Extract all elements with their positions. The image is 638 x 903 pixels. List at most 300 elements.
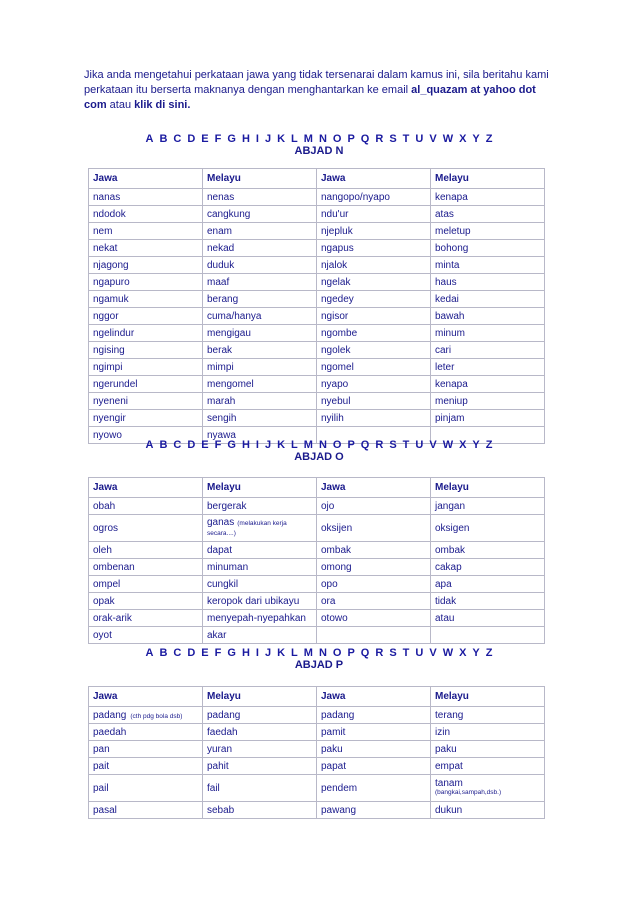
cell-text: marah — [207, 395, 236, 407]
letter-link-v[interactable]: V — [429, 647, 437, 659]
letter-link-x[interactable]: X — [459, 647, 467, 659]
table-row — [89, 189, 545, 206]
letter-link-d[interactable]: D — [187, 439, 196, 451]
table-row — [89, 515, 545, 542]
table-cell — [89, 542, 203, 559]
letter-link-d[interactable]: D — [187, 647, 196, 659]
cell-text: ngising — [93, 344, 125, 356]
cell-text: obah — [93, 500, 116, 512]
table-cell — [203, 274, 317, 291]
cell-text: ngolek — [321, 344, 351, 356]
table-cell — [203, 593, 317, 610]
table-cell — [203, 376, 317, 393]
table-row — [89, 707, 545, 724]
cell-text: kedai — [435, 293, 459, 305]
table-row — [89, 610, 545, 627]
table-cell — [317, 515, 431, 542]
cell-text: fail — [207, 782, 220, 794]
table-cell — [89, 707, 203, 724]
letter-link-l[interactable]: L — [291, 133, 298, 145]
cell-text: njagong — [93, 259, 129, 271]
letter-link-f[interactable]: F — [214, 647, 222, 659]
cell-text: cakap — [435, 561, 462, 573]
cell-text: tanam — [435, 778, 463, 789]
table-row — [89, 775, 545, 802]
section-title-n: ABJAD N — [294, 145, 344, 157]
table-cell — [431, 775, 545, 802]
table-cell — [431, 610, 545, 627]
table-cell — [431, 291, 545, 308]
table-cell — [89, 802, 203, 819]
letter-link-t[interactable]: T — [402, 133, 410, 145]
intro-mid: atau — [106, 99, 135, 111]
column-header: Jawa — [89, 169, 203, 189]
cell-text: tidak — [435, 595, 457, 607]
cell-text: opak — [93, 595, 115, 607]
table-row — [89, 758, 545, 775]
table-cell — [89, 559, 203, 576]
table-cell — [317, 724, 431, 741]
table-cell — [203, 240, 317, 257]
cell-text: meniup — [435, 395, 468, 407]
cell-text: ompel — [93, 578, 121, 590]
table-cell — [317, 376, 431, 393]
cell-text: nyilih — [321, 412, 344, 424]
table-cell — [89, 325, 203, 342]
letter-link-q[interactable]: Q — [360, 647, 370, 659]
table-cell — [203, 559, 317, 576]
cell-text: izin — [435, 726, 451, 738]
letter-link-j[interactable]: J — [264, 647, 272, 659]
cell-text: nanas — [93, 191, 121, 203]
letter-link-s[interactable]: S — [389, 133, 397, 145]
table-cell — [317, 189, 431, 206]
letter-link-g[interactable]: G — [227, 439, 236, 451]
letter-link-w[interactable]: W — [442, 439, 454, 451]
table-cell — [431, 542, 545, 559]
table-cell — [431, 223, 545, 240]
table-cell — [317, 576, 431, 593]
cell-text: mimpi — [207, 361, 234, 373]
cell-text: nggor — [93, 310, 119, 322]
table-cell — [203, 223, 317, 240]
cell-text: terang — [435, 709, 464, 721]
cell-text: sengih — [207, 412, 237, 424]
cell-text: mengomel — [207, 378, 254, 390]
table-row — [89, 542, 545, 559]
table-header-row — [89, 687, 545, 707]
table-cell — [89, 342, 203, 359]
cell-text: pawang — [321, 804, 357, 816]
letter-link-d[interactable]: D — [187, 133, 196, 145]
letter-link-c[interactable]: C — [173, 647, 182, 659]
table-cell — [89, 240, 203, 257]
letter-link-p[interactable]: P — [347, 647, 355, 659]
table-row — [89, 576, 545, 593]
letter-link-e[interactable]: E — [201, 439, 209, 451]
cell-text: apa — [435, 578, 452, 590]
table-row — [89, 627, 545, 644]
table-header-row — [89, 169, 545, 189]
table-cell — [317, 802, 431, 819]
table-cell — [431, 359, 545, 376]
table-cell — [203, 189, 317, 206]
table-cell — [317, 627, 431, 644]
letter-link-i[interactable]: I — [255, 439, 259, 451]
table-cell — [203, 707, 317, 724]
letter-link-t[interactable]: T — [402, 439, 410, 451]
cell-text: ora — [321, 595, 336, 607]
table-cell — [203, 610, 317, 627]
cell-text: njalok — [321, 259, 348, 271]
letter-link-s[interactable]: S — [389, 647, 397, 659]
letter-link-y[interactable]: Y — [472, 133, 480, 145]
table-cell — [317, 758, 431, 775]
letter-link-k[interactable]: K — [277, 439, 286, 451]
cell-text: maaf — [207, 276, 230, 288]
table-cell — [431, 393, 545, 410]
cell-text: ombenan — [93, 561, 135, 573]
letter-link-n[interactable]: N — [318, 439, 327, 451]
table-cell — [89, 291, 203, 308]
table-cell — [431, 559, 545, 576]
cell-text: mengigau — [207, 327, 251, 339]
table-cell — [317, 206, 431, 223]
table-cell — [203, 359, 317, 376]
letter-link-n[interactable]: N — [318, 133, 327, 145]
letter-link-k[interactable]: K — [277, 133, 286, 145]
column-header: Jawa — [89, 687, 203, 707]
table-cell — [431, 576, 545, 593]
table-cell — [317, 342, 431, 359]
table-row — [89, 741, 545, 758]
letter-link-n[interactable]: N — [318, 647, 327, 659]
table-cell — [89, 223, 203, 240]
cell-text: padang — [321, 709, 355, 721]
cell-text: pamit — [321, 726, 346, 738]
table-cell — [203, 291, 317, 308]
cell-text: pan — [93, 743, 110, 755]
letter-link-e[interactable]: E — [201, 133, 209, 145]
letter-link-z[interactable]: Z — [485, 647, 493, 659]
cell-text: berang — [207, 293, 239, 305]
table-row — [89, 223, 545, 240]
letter-link-r[interactable]: R — [375, 647, 384, 659]
table-cell — [89, 593, 203, 610]
cell-text: bawah — [435, 310, 465, 322]
table-cell — [431, 240, 545, 257]
cell-text: kenapa — [435, 378, 468, 390]
table-cell — [317, 223, 431, 240]
table-cell — [317, 559, 431, 576]
table-cell — [431, 515, 545, 542]
cell-text: oleh — [93, 544, 112, 556]
table-row — [89, 802, 545, 819]
cell-text: ngimpi — [93, 361, 123, 373]
table-cell — [317, 359, 431, 376]
cell-text: nangopo/nyapo — [321, 191, 390, 203]
table-row — [89, 206, 545, 223]
cell-text: paedah — [93, 726, 127, 738]
table-cell — [203, 498, 317, 515]
table-cell — [317, 240, 431, 257]
letter-link-t[interactable]: T — [402, 647, 410, 659]
cell-text: ngerundel — [93, 378, 138, 390]
letter-link-o[interactable]: O — [332, 133, 342, 145]
table-cell — [89, 206, 203, 223]
table-cell — [431, 206, 545, 223]
letter-link-c[interactable]: C — [173, 439, 182, 451]
cell-text: atas — [435, 208, 454, 220]
letter-link-q[interactable]: Q — [360, 133, 370, 145]
letter-link-i[interactable]: I — [255, 133, 259, 145]
letter-link-a[interactable]: A — [145, 133, 154, 145]
cell-text: nyawa — [207, 429, 236, 441]
cell-text: empat — [435, 760, 463, 772]
column-header: Melayu — [431, 687, 545, 707]
letter-link-h[interactable]: H — [241, 647, 250, 659]
table-cell — [317, 308, 431, 325]
cell-text: minuman — [207, 561, 249, 573]
letter-link-y[interactable]: Y — [472, 439, 480, 451]
letter-link-s[interactable]: S — [389, 439, 397, 451]
table-cell — [89, 257, 203, 274]
table-cell — [317, 741, 431, 758]
cell-text: opo — [321, 578, 338, 590]
letter-link-m[interactable]: M — [303, 133, 313, 145]
cell-text: papat — [321, 760, 347, 772]
table-cell — [203, 724, 317, 741]
letter-link-g[interactable]: G — [227, 133, 236, 145]
letter-link-z[interactable]: Z — [485, 439, 493, 451]
table-cell — [317, 291, 431, 308]
table-row — [89, 376, 545, 393]
cell-text: oksijen — [321, 522, 353, 534]
cell-text: pinjam — [435, 412, 465, 424]
cell-text: enam — [207, 225, 233, 237]
cell-text: cari — [435, 344, 452, 356]
cell-text: nyowo — [93, 429, 122, 441]
cell-text: ngelindur — [93, 327, 135, 339]
table-row — [89, 393, 545, 410]
table-cell — [317, 257, 431, 274]
cell-text: yuran — [207, 743, 233, 755]
table-row — [89, 274, 545, 291]
table-row — [89, 342, 545, 359]
cell-text: sebab — [207, 804, 235, 816]
table-cell — [317, 542, 431, 559]
table-cell — [431, 758, 545, 775]
cell-text: leter — [435, 361, 455, 373]
column-header: Melayu — [431, 478, 545, 498]
table-cell — [89, 515, 203, 542]
column-header: Jawa — [317, 687, 431, 707]
letter-link-x[interactable]: X — [459, 133, 467, 145]
table-cell — [317, 325, 431, 342]
letter-link-q[interactable]: Q — [360, 439, 370, 451]
letter-link-u[interactable]: U — [415, 647, 424, 659]
cell-text: keropok dari ubikayu — [207, 595, 300, 607]
cell-text: cuma/hanya — [207, 310, 262, 322]
cell-text: nenas — [207, 191, 235, 203]
cell-text: nem — [93, 225, 113, 237]
table-cell — [203, 741, 317, 758]
letter-link-w[interactable]: W — [442, 647, 454, 659]
cell-text: berak — [207, 344, 233, 356]
table-cell — [203, 542, 317, 559]
table-cell — [203, 802, 317, 819]
cell-text: oyot — [93, 629, 112, 641]
letter-link-a[interactable]: A — [145, 647, 154, 659]
cell-text: nekat — [93, 242, 118, 254]
letter-link-v[interactable]: V — [429, 133, 437, 145]
cell-text: faedah — [207, 726, 238, 738]
cell-text: dapat — [207, 544, 233, 556]
dictionary-table-p — [88, 686, 545, 819]
cell-text: kenapa — [435, 191, 468, 203]
letter-link-u[interactable]: U — [415, 439, 424, 451]
cell-text: duduk — [207, 259, 235, 271]
cell-text: ngomel — [321, 361, 354, 373]
letter-link-u[interactable]: U — [415, 133, 424, 145]
letter-link-b[interactable]: B — [159, 439, 168, 451]
letter-link-x[interactable]: X — [459, 439, 467, 451]
table-row — [89, 410, 545, 427]
letter-link-j[interactable]: J — [264, 133, 272, 145]
table-cell — [431, 593, 545, 610]
table-cell — [203, 325, 317, 342]
table-cell — [203, 206, 317, 223]
letter-link-h[interactable]: H — [241, 439, 250, 451]
cell-text: nyeneni — [93, 395, 129, 407]
table-cell — [89, 274, 203, 291]
letter-link-w[interactable]: W — [442, 133, 454, 145]
cell-text: bohong — [435, 242, 469, 254]
table-cell — [317, 593, 431, 610]
table-cell — [431, 325, 545, 342]
table-row — [89, 498, 545, 515]
cell-text: pahit — [207, 760, 229, 772]
letter-link-v[interactable]: V — [429, 439, 437, 451]
table-cell — [431, 257, 545, 274]
letter-link-l[interactable]: L — [291, 439, 298, 451]
cell-text: ombak — [435, 544, 466, 556]
cell-text: ngapus — [321, 242, 354, 254]
dictionary-table-n — [88, 168, 545, 444]
table-cell — [203, 342, 317, 359]
letter-link-m[interactable]: M — [303, 439, 313, 451]
letter-link-b[interactable]: B — [159, 647, 168, 659]
letter-link-h[interactable]: H — [241, 133, 250, 145]
table-cell — [317, 274, 431, 291]
table-cell — [203, 393, 317, 410]
cell-text: pendem — [321, 782, 358, 794]
cell-text: jangan — [435, 500, 466, 512]
table-cell — [317, 707, 431, 724]
table-cell — [431, 627, 545, 644]
table-cell — [89, 359, 203, 376]
contact-link[interactable]: klik di sini. — [134, 99, 191, 111]
letter-link-o[interactable]: O — [332, 647, 342, 659]
letter-link-g[interactable]: G — [227, 647, 236, 659]
table-row — [89, 291, 545, 308]
letter-link-i[interactable]: I — [255, 647, 259, 659]
letter-link-a[interactable]: A — [145, 439, 154, 451]
cell-text: ngamuk — [93, 293, 129, 305]
section-title-p: ABJAD P — [294, 659, 344, 671]
table-cell — [89, 724, 203, 741]
cell-text: nyebul — [321, 395, 351, 407]
table-row — [89, 559, 545, 576]
letter-link-y[interactable]: Y — [472, 647, 480, 659]
column-header: Melayu — [203, 169, 317, 189]
table-cell — [203, 775, 317, 802]
cell-text: nyapo — [321, 378, 349, 390]
column-header: Jawa — [89, 478, 203, 498]
letter-link-e[interactable]: E — [201, 647, 209, 659]
letter-link-f[interactable]: F — [214, 133, 222, 145]
table-cell — [431, 189, 545, 206]
cell-text: ngedey — [321, 293, 354, 305]
cell-note: (bangkai,sampah,dsb.) — [435, 789, 502, 796]
letter-link-l[interactable]: L — [291, 647, 298, 659]
alphabet-nav — [0, 647, 638, 659]
table-cell — [203, 410, 317, 427]
cell-text: pait — [93, 760, 110, 772]
column-header: Jawa — [317, 169, 431, 189]
table-cell — [89, 775, 203, 802]
letter-link-f[interactable]: F — [214, 439, 222, 451]
column-header: Melayu — [431, 169, 545, 189]
table-cell — [89, 741, 203, 758]
table-cell — [89, 410, 203, 427]
table-cell — [431, 802, 545, 819]
table-cell — [317, 498, 431, 515]
letter-link-r[interactable]: R — [375, 439, 384, 451]
cell-text: nekad — [207, 242, 235, 254]
table-cell — [89, 610, 203, 627]
cell-text: oksigen — [435, 522, 470, 534]
letter-link-j[interactable]: J — [264, 439, 272, 451]
cell-text: paku — [435, 743, 457, 755]
table-cell — [431, 376, 545, 393]
letter-link-k[interactable]: K — [277, 647, 286, 659]
cell-text: njepluk — [321, 225, 353, 237]
cell-text: ganas — [207, 517, 235, 528]
letter-link-o[interactable]: O — [332, 439, 342, 451]
letter-link-r[interactable]: R — [375, 133, 384, 145]
table-cell — [317, 410, 431, 427]
table-row — [89, 240, 545, 257]
cell-text: atau — [435, 612, 455, 624]
letter-link-p[interactable]: P — [347, 133, 355, 145]
letter-link-p[interactable]: P — [347, 439, 355, 451]
cell-text: otowo — [321, 612, 348, 624]
cell-text: ojo — [321, 500, 335, 512]
table-cell — [317, 610, 431, 627]
table-cell — [317, 393, 431, 410]
table-cell — [431, 707, 545, 724]
letter-link-c[interactable]: C — [173, 133, 182, 145]
letter-link-z[interactable]: Z — [485, 133, 493, 145]
letter-link-m[interactable]: M — [303, 647, 313, 659]
cell-text: pail — [93, 782, 109, 794]
column-header: Melayu — [203, 687, 317, 707]
letter-link-b[interactable]: B — [159, 133, 168, 145]
table-cell — [431, 274, 545, 291]
cell-text: padang — [93, 709, 127, 721]
cell-text: menyepah-nyepahkan — [207, 612, 306, 624]
